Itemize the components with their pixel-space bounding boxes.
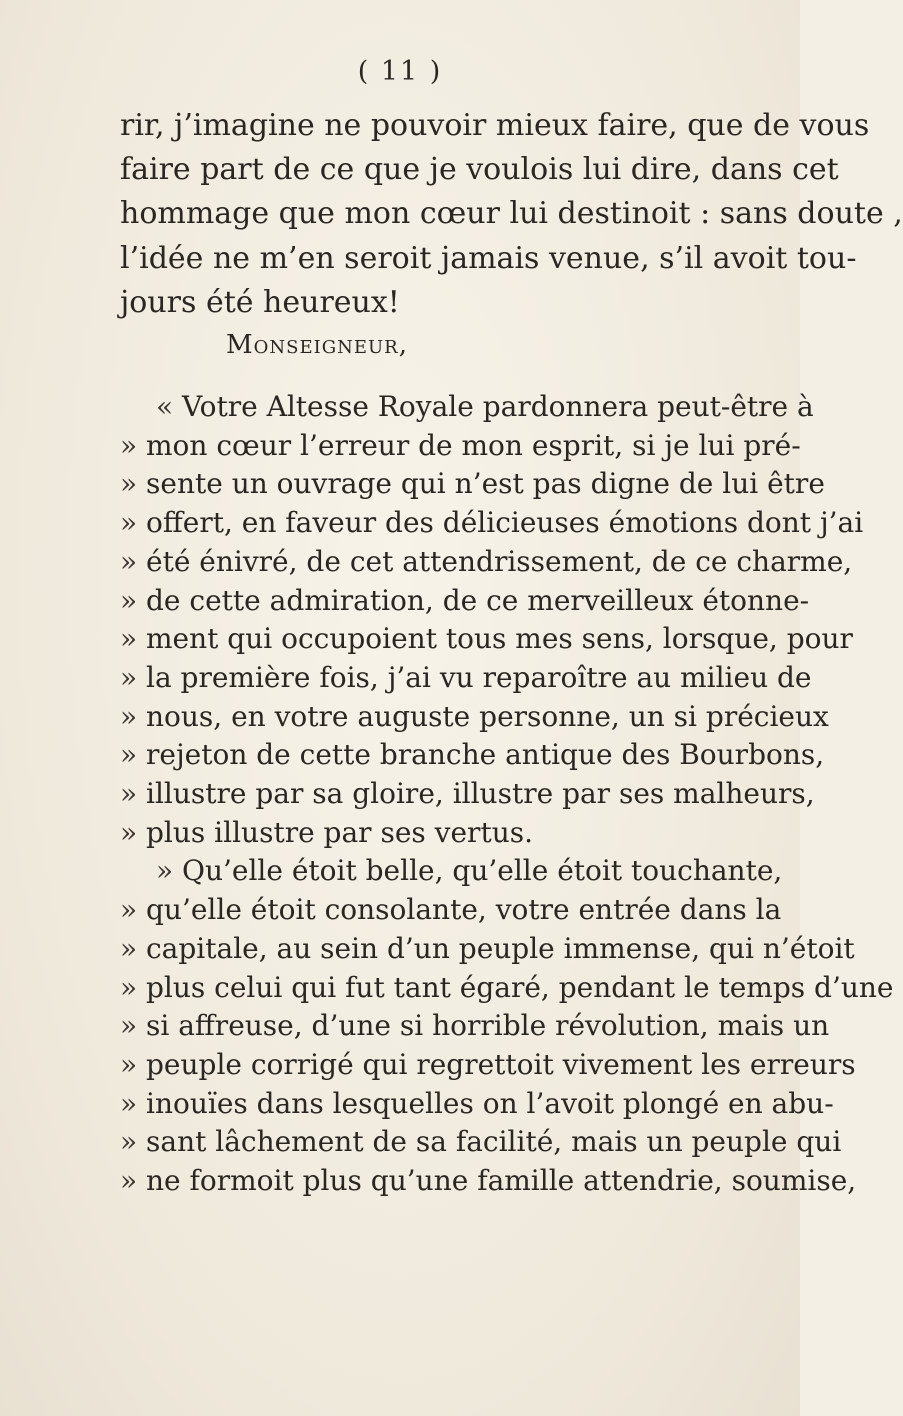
quote-text: ne formoit plus qu’une famille attendrie, soumise, (146, 1164, 857, 1198)
quote-line (120, 775, 815, 814)
quote-line (120, 1162, 857, 1201)
quote-mark: » (120, 583, 138, 617)
quote-line (120, 1085, 834, 1124)
quote-mark: » (120, 1125, 138, 1159)
text-line: hommage que mon cœur lui destinoit : sans doute , (120, 196, 903, 232)
quote-line (120, 891, 782, 930)
quote-text: qu’elle étoit consolante, votre entrée dans la (146, 893, 782, 927)
quote-mark: » (156, 854, 174, 888)
quote-line (120, 620, 853, 659)
quote-text: nous, en votre auguste personne, un si précieux (146, 699, 829, 733)
quote-text: sant lâchement de sa facilité, mais un peuple qui (146, 1125, 842, 1159)
quote-mark: » (120, 699, 138, 733)
quote-text: sente un ouvrage qui n’est pas digne de lui être (146, 467, 825, 501)
quote-mark: » (120, 777, 138, 811)
quote-line (120, 736, 825, 775)
quote-mark: » (120, 931, 138, 965)
quote-mark: » (120, 622, 138, 656)
salutation-heading: Monseigneur, (226, 330, 408, 360)
quote-text: si affreuse, d’une si horrible révolution, mais un (146, 1009, 830, 1043)
quote-text: plus illustre par ses vertus. (146, 815, 533, 849)
text-line: faire part de ce que je voulois lui dire, dans cet (120, 152, 839, 188)
quote-text: mon cœur l’erreur de mon esprit, si je lui pré- (146, 428, 801, 462)
quote-line (120, 465, 825, 504)
quote-line (120, 504, 864, 543)
quote-line (120, 659, 812, 698)
quote-mark: » (120, 467, 138, 501)
quote-line (120, 582, 810, 621)
quoted-address (120, 388, 894, 1201)
text-line: rir, j’imagine ne pouvoir mieux faire, que de vous (120, 108, 870, 143)
quote-line (120, 698, 829, 737)
quote-text: capitale, au sein d’un peuple immense, qui n’étoit (146, 931, 855, 965)
quote-line (120, 427, 801, 466)
quote-mark: » (120, 738, 138, 772)
quote-text: offert, en faveur des délicieuses émotions dont j’ai (146, 506, 864, 540)
text-line: l’idée ne m’en seroit jamais venue, s’il avoit tou- (120, 240, 857, 276)
quote-mark: » (120, 815, 138, 849)
quote-line (120, 543, 853, 582)
quote-mark: » (120, 1086, 138, 1120)
quote-text: la première fois, j’ai vu reparoître au milieu de (146, 660, 812, 694)
opening-paragraph (120, 104, 903, 325)
quote-mark: » (120, 544, 138, 578)
text-line: jours été heureux! (120, 284, 400, 320)
quote-mark: » (120, 428, 138, 462)
quote-mark: « (156, 390, 174, 423)
quote-line (120, 1046, 856, 1085)
quote-text: Votre Altesse Royale pardonnera peut-être à (182, 390, 814, 423)
quote-line (120, 1007, 830, 1046)
quote-text: rejeton de cette branche antique des Bourbons, (146, 738, 825, 772)
quote-text: peuple corrigé qui regrettoit vivement les erreurs (146, 1047, 856, 1081)
page-number: ( 11 ) (357, 56, 443, 87)
quote-line (120, 930, 855, 969)
quote-line (120, 388, 814, 427)
quote-text: inouïes dans lesquelles on l’avoit plongé en abu- (146, 1086, 834, 1120)
quote-line (120, 969, 894, 1008)
quote-mark: » (120, 893, 138, 927)
quote-text: plus celui qui fut tant égaré, pendant le temps d’une (146, 970, 894, 1004)
quote-text: ment qui occupoient tous mes sens, lorsque, pour (146, 622, 853, 656)
quote-text: Qu’elle étoit belle, qu’elle étoit touchante, (182, 854, 783, 888)
quote-mark: » (120, 1164, 138, 1198)
quote-text: de cette admiration, de ce merveilleux étonne- (146, 583, 810, 617)
quote-text: illustre par sa gloire, illustre par ses malheurs, (146, 777, 815, 811)
quote-mark: » (120, 660, 138, 694)
quote-mark: » (120, 970, 138, 1004)
quote-line (120, 852, 783, 891)
quote-text: été énivré, de cet attendrissement, de ce charme, (146, 544, 853, 578)
quote-line (120, 1123, 842, 1162)
quote-mark: » (120, 1009, 138, 1043)
quote-mark: » (120, 506, 138, 540)
quote-line (120, 814, 760, 853)
quote-mark: » (120, 1047, 138, 1081)
